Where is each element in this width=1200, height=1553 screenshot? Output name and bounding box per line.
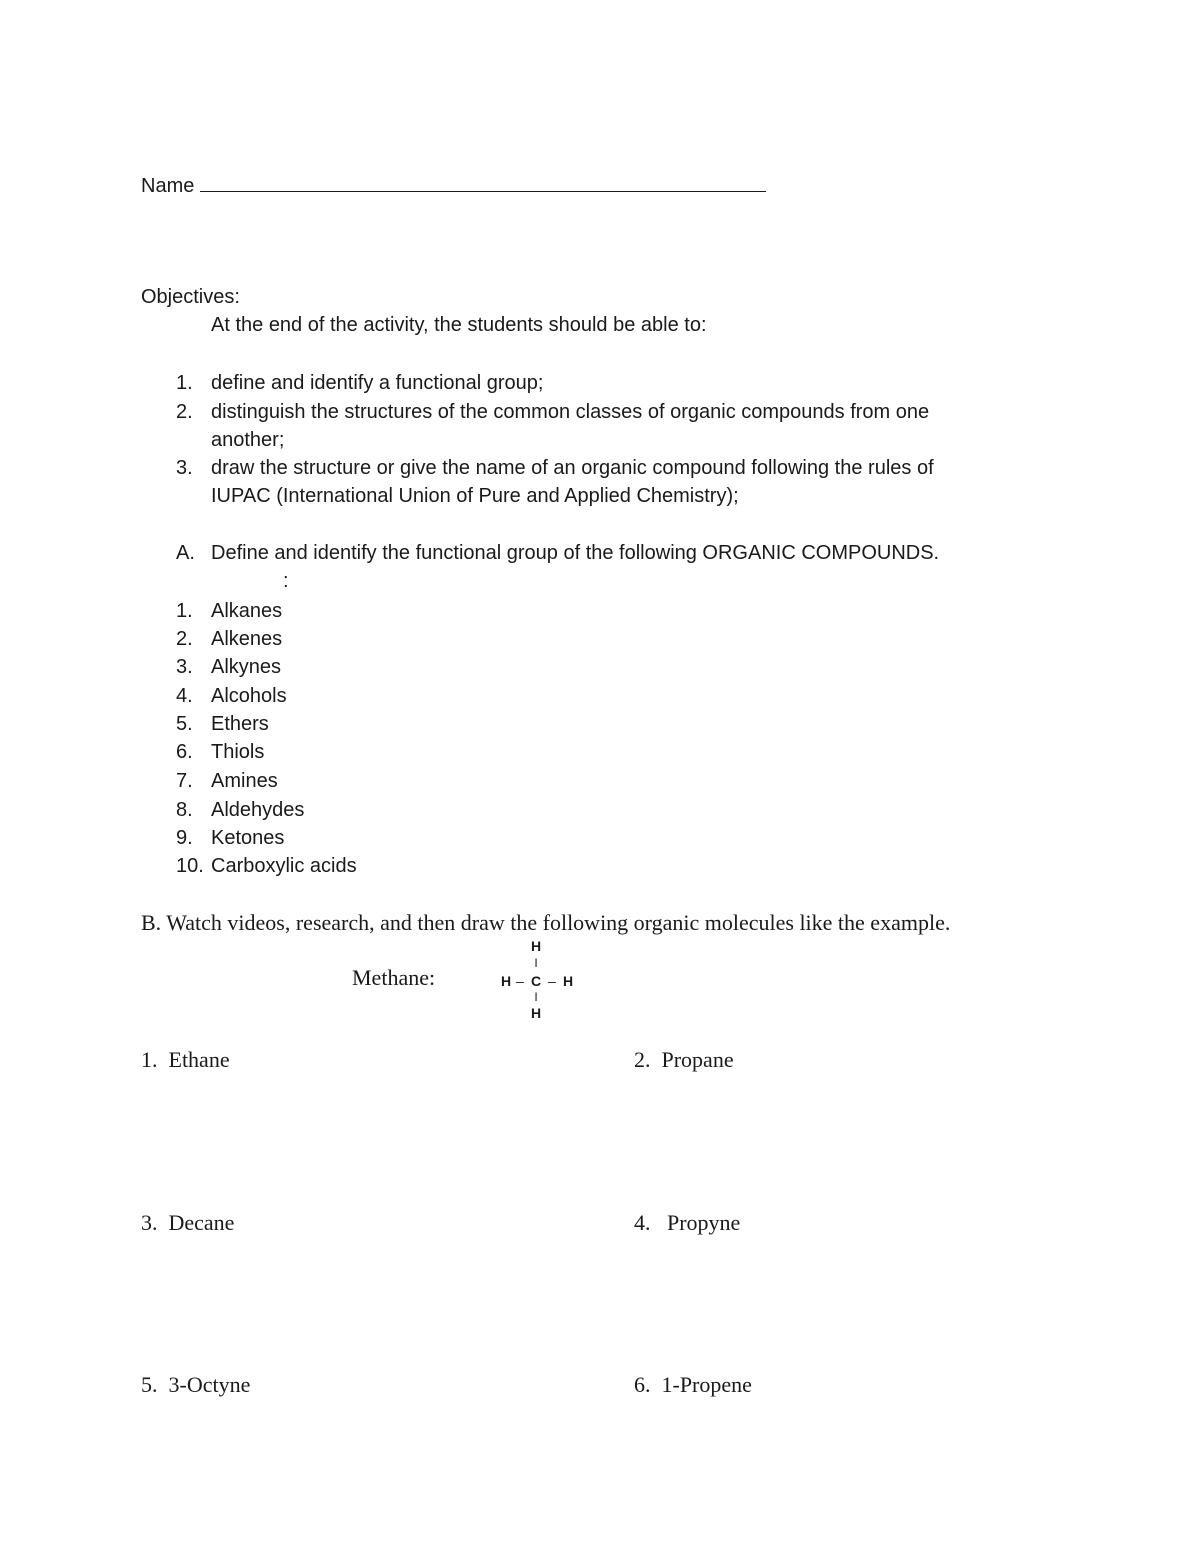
objective-number: 3.: [176, 457, 193, 479]
compound-label: Amines: [211, 770, 278, 792]
compound-number: 2.: [176, 628, 193, 650]
methane-atom-h-left: H: [500, 973, 512, 989]
section-b-instruction: B. Watch videos, research, and then draw the following organic molecules like the example.: [141, 910, 951, 935]
methane-structure: [490, 935, 590, 1027]
compound-number: 9.: [176, 827, 193, 849]
compound-number: 4.: [176, 685, 193, 707]
methane-bond-bottom: I: [534, 990, 538, 1004]
methane-atom-c: C: [530, 973, 542, 989]
compound-number: 8.: [176, 799, 193, 821]
compound-number: 10.: [176, 855, 204, 877]
objective-number: 2.: [176, 401, 193, 423]
molecule-item: [634, 1210, 740, 1236]
compound-label: Alkanes: [211, 600, 283, 622]
methane-bond-left: –: [516, 973, 524, 989]
methane-atom-h-top: H: [530, 938, 542, 954]
section-a-colon: :: [283, 570, 289, 592]
compound-label: Ethers: [211, 713, 269, 735]
objective-text-continued: IUPAC (International Union of Pure and Applied Chemistry);: [211, 485, 739, 507]
methane-atom-h-bottom: H: [530, 1005, 542, 1021]
compound-label: Aldehydes: [211, 799, 305, 821]
objective-text: define and identify a functional group;: [211, 372, 544, 394]
name-label: Name: [141, 175, 195, 197]
methane-atom-h-right: H: [562, 973, 574, 989]
compound-label: Alkynes: [211, 656, 282, 678]
compound-label: Alcohols: [211, 685, 287, 707]
molecule-item: [634, 1372, 752, 1398]
section-a-instruction: Define and identify the functional group of the following ORGANIC COMPOUNDS.: [211, 542, 940, 564]
objective-number: 1.: [176, 372, 193, 394]
compound-number: 7.: [176, 770, 193, 792]
methane-bond-top: I: [534, 956, 538, 970]
molecule-number: 3.: [141, 1210, 158, 1235]
molecule-number: 2.: [634, 1047, 651, 1072]
molecule-item: [141, 1372, 250, 1398]
compound-label: Alkenes: [211, 628, 283, 650]
name-field-row: [141, 173, 766, 196]
molecule-name: 3-Octyne: [168, 1372, 251, 1397]
molecule-number: 5.: [141, 1372, 158, 1397]
objective-text: draw the structure or give the name of an organic compound following the rules of: [211, 457, 934, 479]
compound-number: 3.: [176, 656, 193, 678]
methane-bond-right: –: [548, 973, 556, 989]
compound-label: Thiols: [211, 741, 265, 763]
molecule-name: Propyne: [661, 1210, 741, 1235]
section-a-letter: A.: [176, 542, 195, 564]
objective-text-continued: another;: [211, 429, 285, 451]
molecule-item: [634, 1047, 734, 1073]
molecule-name: Decane: [168, 1210, 235, 1235]
molecule-number: 6.: [634, 1372, 651, 1397]
molecule-item: [141, 1047, 230, 1073]
compound-number: 6.: [176, 741, 193, 763]
objective-text: distinguish the structures of the common classes of organic compounds from one: [211, 401, 930, 423]
compound-number: 1.: [176, 600, 193, 622]
molecule-name: Ethane: [168, 1047, 230, 1072]
molecule-item: [141, 1210, 234, 1236]
molecule-number: 1.: [141, 1047, 158, 1072]
compound-number: 5.: [176, 713, 193, 735]
methane-label: Methane:: [352, 965, 436, 990]
objectives-heading: Objectives:: [141, 286, 240, 308]
compound-label: Carboxylic acids: [211, 855, 357, 877]
compound-label: Ketones: [211, 827, 285, 849]
molecule-number: 4.: [634, 1210, 651, 1235]
molecule-name: Propane: [661, 1047, 734, 1072]
molecule-name: 1-Propene: [661, 1372, 752, 1397]
objectives-intro: At the end of the activity, the students should be able to:: [211, 314, 707, 336]
name-blank-line[interactable]: [200, 173, 766, 192]
